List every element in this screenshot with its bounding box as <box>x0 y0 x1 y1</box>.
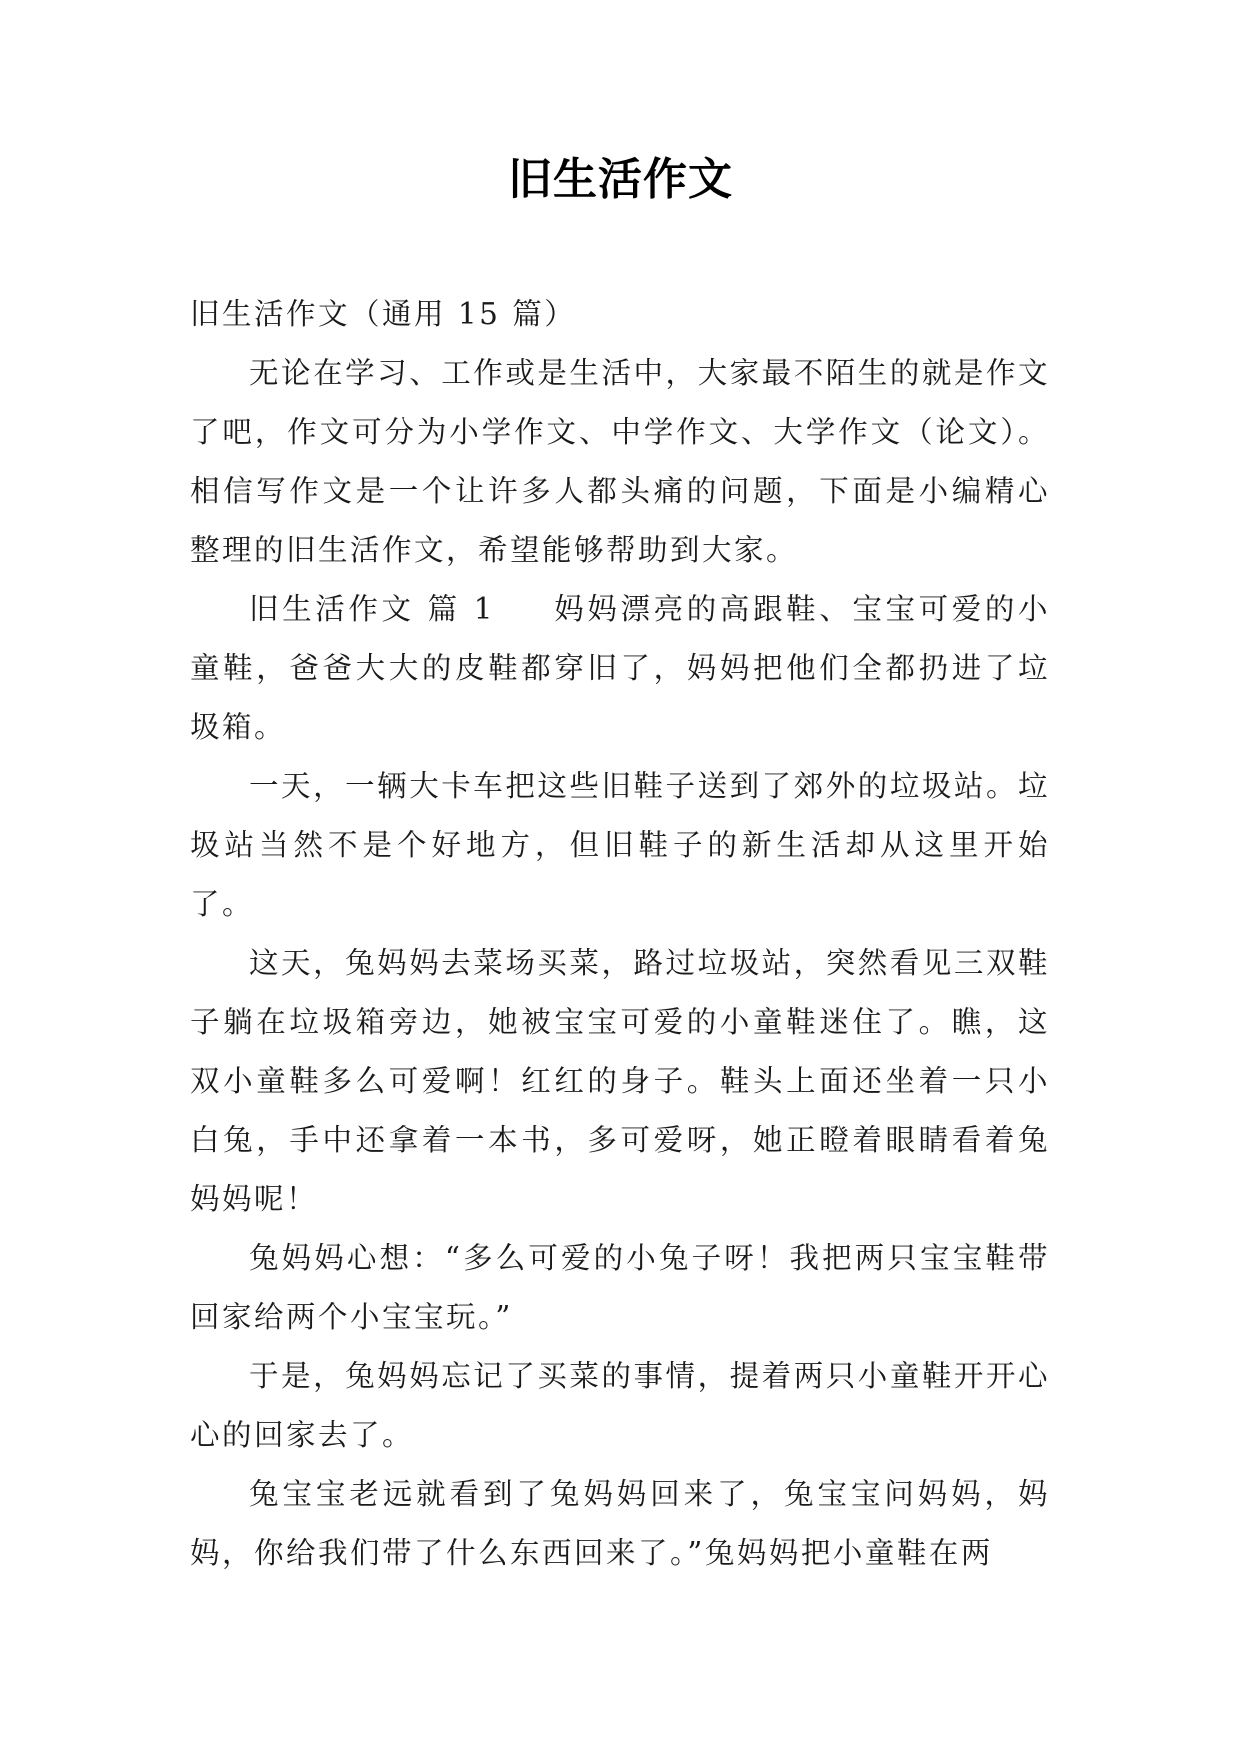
body-paragraph: 兔宝宝老远就看到了兔妈妈回来了，兔宝宝问妈妈，妈妈，你给我们带了什么东西回来了。”兔妈妈把小童鞋在两 <box>190 1477 1050 1570</box>
body-paragraph: 一天，一辆大卡车把这些旧鞋子送到了郊外的垃圾站。垃圾站当然不是个好地方，但旧鞋子的新生活却从这里开始了。 <box>190 769 1050 921</box>
intro-paragraph: 无论在学习、工作或是生活中，大家最不陌生的就是作文了吧，作文可分为小学作文、中学作文、大学作文（论文）。相信写作文是一个让许多人都头痛的问题，下面是小编精心整理的旧生活作文，希望能够帮助到大家。 <box>190 356 1050 567</box>
body-paragraph: 于是，兔妈妈忘记了买菜的事情，提着两只小童鞋开开心心的回家去了。 <box>190 1359 1050 1452</box>
body-paragraph: 这天，兔妈妈去菜场买菜，路过垃圾站，突然看见三双鞋子躺在垃圾箱旁边，她被宝宝可爱的小童鞋迷住了。瞧，这双小童鞋多么可爱啊！红红的身子。鞋头上面还坐着一只小白兔，手中还拿着一本书，多可爱呀，她正瞪着眼睛看着兔妈妈呢！ <box>190 946 1050 1216</box>
document-title: 旧生活作文 <box>508 154 733 205</box>
document-body <box>190 285 1050 1583</box>
paragraph-text: 妈妈漂亮的高跟鞋、宝宝可爱的小童鞋，爸爸大大的皮鞋都穿旧了，妈妈把他们全都扔进了垃圾箱。 <box>190 592 1050 744</box>
document-subtitle: 旧生活作文（通用 15 篇） <box>190 297 577 331</box>
section-1-first-paragraph <box>190 580 1050 757</box>
section-heading: 旧生活作文 篇 1 <box>249 592 496 626</box>
body-paragraph: 兔妈妈心想：“多么可爱的小兔子呀！我把两只宝宝鞋带回家给两个小宝宝玩。” <box>190 1241 1050 1334</box>
